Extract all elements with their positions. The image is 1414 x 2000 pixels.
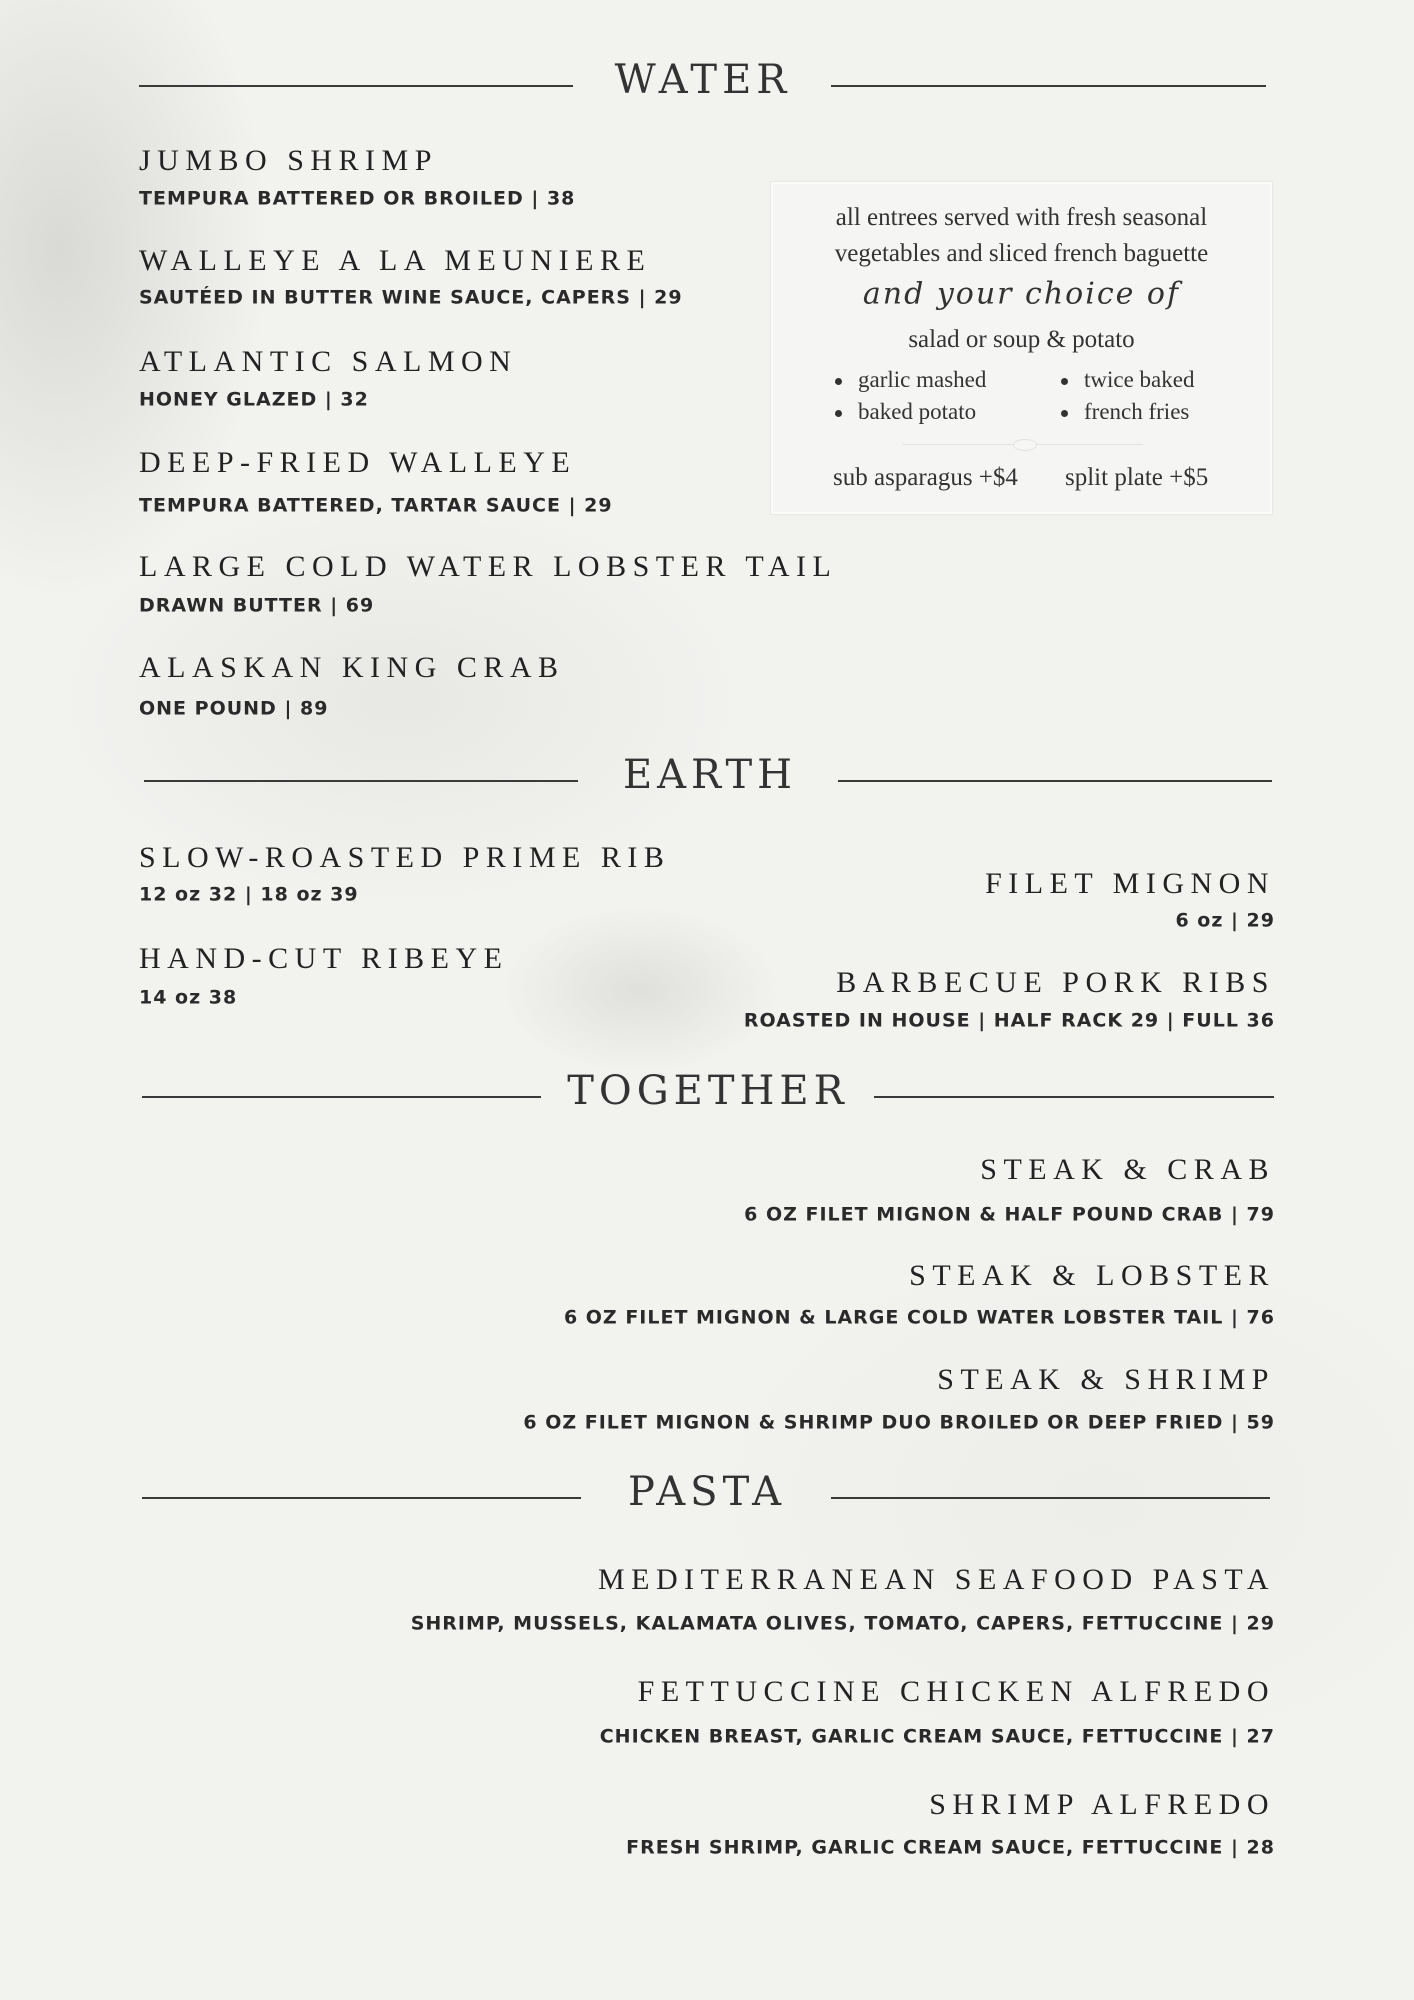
potato-option: baked potato: [835, 399, 976, 425]
menu-item-desc: FRESH SHRIMP, GARLIC CREAM SAUCE, FETTUCCINE | 28: [626, 1836, 1275, 1859]
menu-item-name: STEAK & SHRIMP: [937, 1363, 1275, 1396]
sides-line-1: all entrees served with fresh seasonal: [835, 204, 1208, 231]
bullet-icon: [835, 410, 842, 417]
menu-item-name: JUMBO SHRIMP: [139, 144, 438, 177]
water-rule-right: [831, 85, 1266, 87]
section-title-earth: EARTH: [622, 752, 798, 798]
bullet-icon: [1061, 378, 1068, 385]
section-title-pasta: PASTA: [628, 1469, 786, 1515]
menu-item-desc: 6 oz | 29: [1175, 909, 1275, 932]
menu-item-desc: 14 oz 38: [139, 986, 238, 1009]
menu-item-desc: 6 OZ FILET MIGNON & SHRIMP DUO BROILED OR DEEP FRIED | 59: [523, 1411, 1275, 1434]
menu-item-name: DEEP-FRIED WALLEYE: [139, 446, 577, 479]
split-plate: split plate +$5: [1065, 464, 1209, 491]
sides-line-2: vegetables and sliced french baguette: [834, 240, 1209, 267]
menu-item-name: HAND-CUT RIBEYE: [139, 942, 509, 975]
menu-item-desc: CHICKEN BREAST, GARLIC CREAM SAUCE, FETTUCCINE | 27: [599, 1725, 1275, 1748]
water-rule-left: [139, 85, 573, 87]
sides-line-3: salad or soup & potato: [908, 326, 1135, 353]
section-title-together: TOGETHER: [567, 1068, 849, 1114]
menu-item-name: FILET MIGNON: [985, 867, 1275, 900]
menu-item-desc: 6 OZ FILET MIGNON & LARGE COLD WATER LOBSTER TAIL | 76: [563, 1306, 1275, 1329]
menu-item-name: SHRIMP ALFREDO: [929, 1788, 1275, 1821]
menu-item-desc: 6 OZ FILET MIGNON & HALF POUND CRAB | 79: [744, 1203, 1275, 1226]
menu-item-name: ATLANTIC SALMON: [139, 345, 518, 378]
potato-option: french fries: [1061, 399, 1189, 425]
menu-item-desc: TEMPURA BATTERED, TARTAR SAUCE | 29: [139, 494, 613, 517]
menu-item-name: WALLEYE A LA MEUNIERE: [139, 244, 652, 277]
bullet-icon: [1061, 410, 1068, 417]
menu-item-desc: SHRIMP, MUSSELS, KALAMATA OLIVES, TOMATO, CAPERS, FETTUCCINE | 29: [410, 1612, 1275, 1635]
menu-item-name: STEAK & LOBSTER: [909, 1259, 1275, 1292]
pasta-rule-left: [142, 1497, 581, 1499]
menu-item-name: SLOW-ROASTED PRIME RIB: [139, 841, 671, 874]
together-rule-left: [142, 1096, 541, 1098]
menu-item-desc: ROASTED IN HOUSE | HALF RACK 29 | FULL 36: [743, 1009, 1275, 1032]
sub-asparagus: sub asparagus +$4: [833, 464, 1018, 491]
menu-item-desc: DRAWN BUTTER | 69: [139, 594, 375, 617]
sides-script-heading: and your choice of: [862, 276, 1181, 312]
menu-item-desc: 12 oz 32 | 18 oz 39: [139, 883, 359, 906]
sides-info-box: [771, 182, 1272, 514]
menu-item-name: FETTUCCINE CHICKEN ALFREDO: [637, 1675, 1275, 1708]
menu-item-name: BARBECUE PORK RIBS: [836, 966, 1275, 999]
together-rule-right: [874, 1096, 1274, 1098]
section-title-water: WATER: [614, 57, 792, 103]
menu-item-desc: HONEY GLAZED | 32: [139, 388, 369, 411]
menu-item-name: LARGE COLD WATER LOBSTER TAIL: [139, 550, 838, 583]
pasta-rule-right: [831, 1497, 1270, 1499]
menu-item-desc: SAUTÉED IN BUTTER WINE SAUCE, CAPERS | 29: [139, 286, 683, 309]
menu-item-name: STEAK & CRAB: [980, 1153, 1275, 1186]
earth-rule-right: [838, 780, 1272, 782]
menu-item-desc: TEMPURA BATTERED OR BROILED | 38: [139, 187, 576, 210]
menu-item-desc: ONE POUND | 89: [139, 697, 329, 720]
potato-option: garlic mashed: [835, 367, 986, 393]
menu-item-name: MEDITERRANEAN SEAFOOD PASTA: [597, 1563, 1275, 1596]
bullet-icon: [835, 378, 842, 385]
potato-option: twice baked: [1061, 367, 1194, 393]
ornament-icon: [1013, 439, 1037, 451]
earth-rule-left: [144, 780, 578, 782]
menu-item-name: ALASKAN KING CRAB: [139, 651, 565, 684]
